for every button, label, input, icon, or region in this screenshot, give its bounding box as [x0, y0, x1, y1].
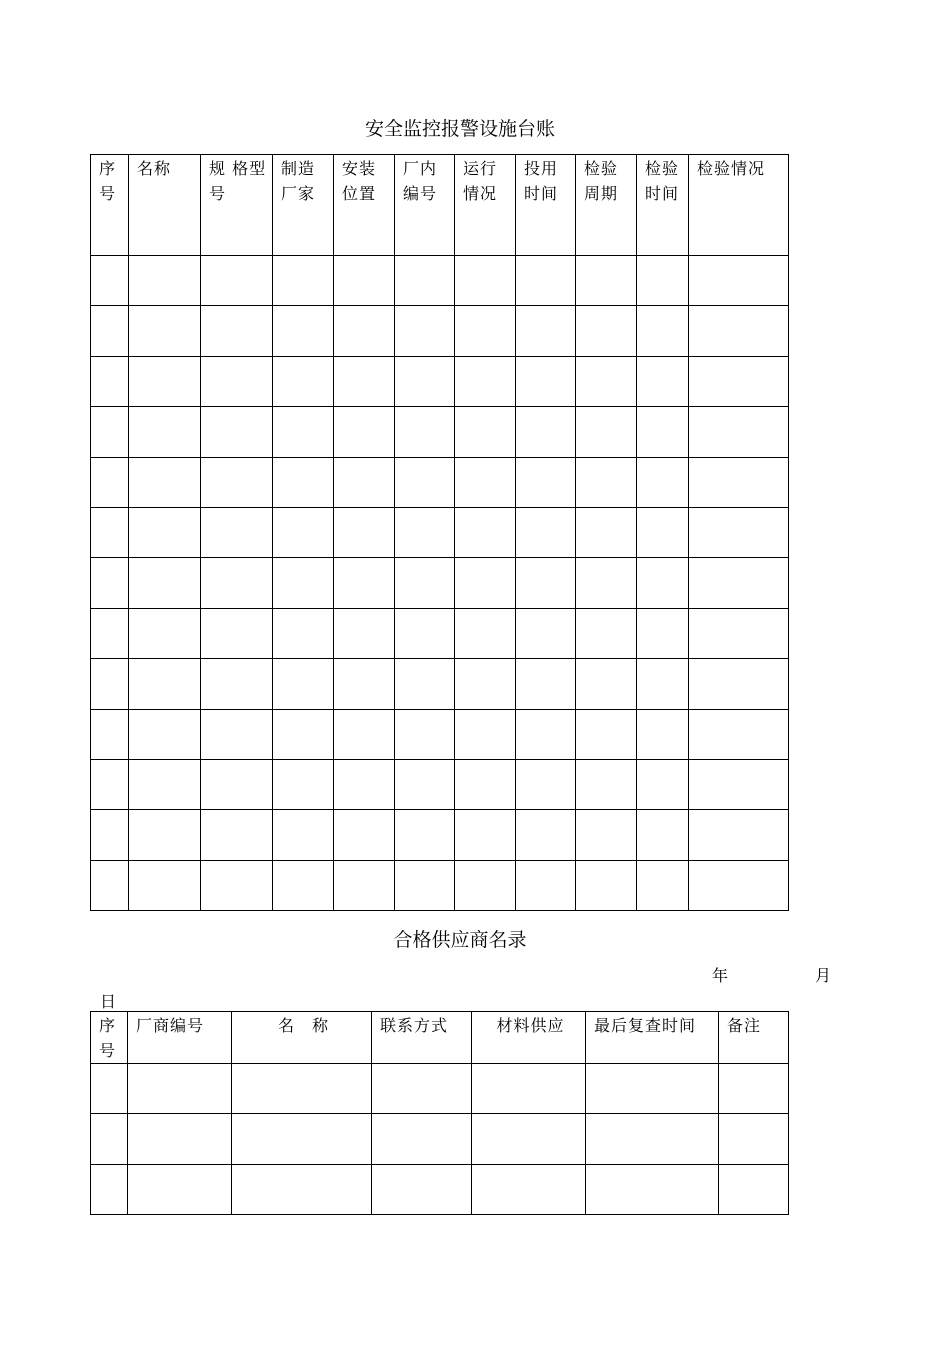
- table-cell[interactable]: [129, 759, 201, 809]
- supplier-header-row: [91, 1012, 789, 1064]
- ledger-table: [90, 154, 789, 911]
- table-cell[interactable]: [128, 1164, 232, 1214]
- table-cell[interactable]: [273, 709, 334, 759]
- table-cell[interactable]: [273, 457, 334, 507]
- table-cell[interactable]: [576, 306, 637, 356]
- table-cell[interactable]: [334, 709, 395, 759]
- table-cell[interactable]: [689, 759, 789, 809]
- col-last-review: 最后复查时间: [586, 1012, 719, 1064]
- table-cell[interactable]: [201, 759, 273, 809]
- table-cell[interactable]: [689, 608, 789, 658]
- table-cell[interactable]: [455, 457, 516, 507]
- table-cell[interactable]: [91, 558, 129, 608]
- table-cell[interactable]: [129, 558, 201, 608]
- table-cell[interactable]: [637, 256, 689, 306]
- table-cell[interactable]: [516, 457, 576, 507]
- table-cell[interactable]: [472, 1164, 586, 1214]
- table-cell[interactable]: [129, 507, 201, 557]
- table-cell[interactable]: [395, 709, 455, 759]
- col-serial: 序号: [91, 1012, 128, 1064]
- table-cell[interactable]: [576, 659, 637, 709]
- table-cell[interactable]: [455, 256, 516, 306]
- col-vendor-name: 名 称: [232, 1012, 372, 1064]
- table-row: [91, 407, 789, 457]
- date-month-label: 月: [815, 966, 832, 985]
- table-cell[interactable]: [719, 1064, 789, 1114]
- col-spec: 规 格型号: [201, 155, 273, 256]
- table-cell[interactable]: [129, 810, 201, 860]
- table-cell[interactable]: [201, 507, 273, 557]
- table-cell[interactable]: [91, 709, 129, 759]
- table-cell[interactable]: [91, 407, 129, 457]
- table-cell[interactable]: [334, 810, 395, 860]
- table-cell[interactable]: [516, 558, 576, 608]
- col-plant-number: 厂内编号: [395, 155, 455, 256]
- col-contact: 联系方式: [372, 1012, 472, 1064]
- table-cell[interactable]: [91, 659, 129, 709]
- table-cell[interactable]: [516, 306, 576, 356]
- table-cell[interactable]: [395, 457, 455, 507]
- table-cell[interactable]: [637, 608, 689, 658]
- table-cell[interactable]: [91, 457, 129, 507]
- table-cell[interactable]: [455, 558, 516, 608]
- table-row: [91, 1164, 789, 1214]
- table-cell[interactable]: [395, 507, 455, 557]
- table-row: [91, 860, 789, 910]
- col-vendor-number: 厂商编号: [128, 1012, 232, 1064]
- table-cell[interactable]: [455, 659, 516, 709]
- table-cell[interactable]: [637, 558, 689, 608]
- table-cell[interactable]: [689, 356, 789, 406]
- col-name: 名称: [129, 155, 201, 256]
- table-cell[interactable]: [637, 759, 689, 809]
- col-inspection-time: 检验时间: [637, 155, 689, 256]
- table-cell[interactable]: [455, 709, 516, 759]
- table-cell[interactable]: [516, 256, 576, 306]
- table-cell[interactable]: [129, 608, 201, 658]
- table-row: [91, 558, 789, 608]
- table-cell[interactable]: [455, 306, 516, 356]
- table-cell[interactable]: [273, 407, 334, 457]
- table-cell[interactable]: [201, 860, 273, 910]
- col-serial: 序号: [91, 155, 129, 256]
- table-cell[interactable]: [689, 810, 789, 860]
- supplier-body: [91, 1064, 789, 1215]
- table-cell[interactable]: [201, 457, 273, 507]
- table-cell[interactable]: [232, 1164, 372, 1214]
- table-cell[interactable]: [129, 457, 201, 507]
- table-cell[interactable]: [576, 507, 637, 557]
- table-row: [91, 1114, 789, 1164]
- table-cell[interactable]: [334, 860, 395, 910]
- table-cell[interactable]: [395, 407, 455, 457]
- table-cell[interactable]: [689, 507, 789, 557]
- table-cell[interactable]: [586, 1064, 719, 1114]
- table-cell[interactable]: [91, 256, 129, 306]
- table-cell[interactable]: [516, 709, 576, 759]
- table-cell[interactable]: [91, 1164, 128, 1214]
- table-cell[interactable]: [372, 1114, 472, 1164]
- table-cell[interactable]: [689, 659, 789, 709]
- table-cell[interactable]: [91, 759, 129, 809]
- table-cell[interactable]: [576, 759, 637, 809]
- table-cell[interactable]: [334, 256, 395, 306]
- table-cell[interactable]: [129, 659, 201, 709]
- date-year-label: 年: [712, 966, 729, 985]
- table-cell[interactable]: [637, 306, 689, 356]
- table-cell[interactable]: [201, 709, 273, 759]
- col-material-supply: 材料供应: [472, 1012, 586, 1064]
- table-cell[interactable]: [395, 810, 455, 860]
- table-cell[interactable]: [334, 457, 395, 507]
- table-cell[interactable]: [455, 810, 516, 860]
- ledger-body: [91, 256, 789, 911]
- date-day-label: 日: [100, 992, 117, 1011]
- table-cell[interactable]: [273, 659, 334, 709]
- table-row: [91, 709, 789, 759]
- table-cell[interactable]: [395, 356, 455, 406]
- table-row: [91, 507, 789, 557]
- table-cell[interactable]: [273, 759, 334, 809]
- table-cell[interactable]: [637, 457, 689, 507]
- table-cell[interactable]: [334, 407, 395, 457]
- table-cell[interactable]: [586, 1114, 719, 1164]
- table-cell[interactable]: [372, 1064, 472, 1114]
- table-cell[interactable]: [273, 306, 334, 356]
- table-cell[interactable]: [689, 407, 789, 457]
- table-cell[interactable]: [576, 810, 637, 860]
- table-cell[interactable]: [273, 507, 334, 557]
- table-cell[interactable]: [455, 356, 516, 406]
- table-cell[interactable]: [516, 407, 576, 457]
- table-row: [91, 1064, 789, 1114]
- table-row: [91, 457, 789, 507]
- table-cell[interactable]: [576, 608, 637, 658]
- table-cell[interactable]: [273, 860, 334, 910]
- table-cell[interactable]: [91, 1064, 128, 1114]
- ledger-title: 安全监控报警设施台账: [364, 118, 555, 140]
- table-cell[interactable]: [576, 558, 637, 608]
- table-cell[interactable]: [201, 608, 273, 658]
- table-row: [91, 356, 789, 406]
- table-cell[interactable]: [91, 356, 129, 406]
- table-cell[interactable]: [372, 1164, 472, 1214]
- table-cell[interactable]: [129, 306, 201, 356]
- table-cell[interactable]: [516, 507, 576, 557]
- table-cell[interactable]: [395, 860, 455, 910]
- table-cell[interactable]: [689, 306, 789, 356]
- col-inspection-cycle: 检验周期: [576, 155, 637, 256]
- table-cell[interactable]: [576, 407, 637, 457]
- table-cell[interactable]: [516, 659, 576, 709]
- table-cell[interactable]: [395, 608, 455, 658]
- table-cell[interactable]: [273, 608, 334, 658]
- supplier-table: [90, 1011, 789, 1215]
- table-cell[interactable]: [516, 356, 576, 406]
- table-cell[interactable]: [576, 457, 637, 507]
- table-cell[interactable]: [472, 1064, 586, 1114]
- table-row: [91, 306, 789, 356]
- table-cell[interactable]: [273, 256, 334, 306]
- table-cell[interactable]: [128, 1114, 232, 1164]
- table-cell[interactable]: [637, 407, 689, 457]
- table-cell[interactable]: [201, 306, 273, 356]
- table-cell[interactable]: [576, 356, 637, 406]
- table-cell[interactable]: [576, 256, 637, 306]
- table-cell[interactable]: [455, 407, 516, 457]
- table-cell[interactable]: [689, 457, 789, 507]
- table-row: [91, 759, 789, 809]
- table-cell[interactable]: [516, 759, 576, 809]
- table-cell[interactable]: [129, 860, 201, 910]
- col-operation: 运行情况: [455, 155, 516, 256]
- table-cell[interactable]: [201, 659, 273, 709]
- table-cell[interactable]: [201, 356, 273, 406]
- ledger-header-row: [91, 155, 789, 256]
- table-cell[interactable]: [273, 356, 334, 406]
- table-cell[interactable]: [516, 810, 576, 860]
- table-cell[interactable]: [334, 759, 395, 809]
- table-cell[interactable]: [129, 709, 201, 759]
- table-cell[interactable]: [201, 407, 273, 457]
- table-cell[interactable]: [91, 608, 129, 658]
- table-row: [91, 659, 789, 709]
- table-cell[interactable]: [91, 1114, 128, 1164]
- table-row: [91, 256, 789, 306]
- table-cell[interactable]: [334, 507, 395, 557]
- table-cell[interactable]: [91, 507, 129, 557]
- table-cell[interactable]: [395, 759, 455, 809]
- table-cell[interactable]: [334, 306, 395, 356]
- col-commission-time: 投用时间: [516, 155, 576, 256]
- table-row: [91, 810, 789, 860]
- table-cell[interactable]: [472, 1114, 586, 1164]
- table-cell[interactable]: [273, 558, 334, 608]
- table-cell[interactable]: [232, 1114, 372, 1164]
- table-cell[interactable]: [719, 1164, 789, 1214]
- table-cell[interactable]: [637, 860, 689, 910]
- table-cell[interactable]: [91, 810, 129, 860]
- table-cell[interactable]: [129, 407, 201, 457]
- table-cell[interactable]: [689, 860, 789, 910]
- table-cell[interactable]: [516, 608, 576, 658]
- table-cell[interactable]: [637, 356, 689, 406]
- col-manufacturer: 制造厂家: [273, 155, 334, 256]
- table-cell[interactable]: [637, 659, 689, 709]
- table-cell[interactable]: [455, 860, 516, 910]
- table-cell[interactable]: [395, 558, 455, 608]
- table-cell[interactable]: [516, 860, 576, 910]
- table-cell[interactable]: [129, 256, 201, 306]
- table-cell[interactable]: [637, 507, 689, 557]
- table-cell[interactable]: [689, 256, 789, 306]
- table-cell[interactable]: [334, 356, 395, 406]
- table-cell[interactable]: [719, 1114, 789, 1164]
- table-cell[interactable]: [395, 256, 455, 306]
- col-inspection-result: 检验情况: [689, 155, 789, 256]
- table-cell[interactable]: [129, 356, 201, 406]
- table-cell[interactable]: [232, 1064, 372, 1114]
- table-cell[interactable]: [201, 256, 273, 306]
- table-cell[interactable]: [586, 1164, 719, 1214]
- table-cell[interactable]: [395, 659, 455, 709]
- table-cell[interactable]: [395, 306, 455, 356]
- table-cell[interactable]: [576, 860, 637, 910]
- supplier-title: 合格供应商名录: [393, 929, 527, 951]
- col-remarks: 备注: [719, 1012, 789, 1064]
- table-cell[interactable]: [637, 810, 689, 860]
- table-cell[interactable]: [334, 558, 395, 608]
- table-cell[interactable]: [689, 709, 789, 759]
- table-cell[interactable]: [201, 558, 273, 608]
- table-cell[interactable]: [201, 810, 273, 860]
- table-cell[interactable]: [637, 709, 689, 759]
- table-cell[interactable]: [576, 709, 637, 759]
- table-cell[interactable]: [334, 608, 395, 658]
- table-cell[interactable]: [91, 860, 129, 910]
- table-cell[interactable]: [455, 608, 516, 658]
- table-cell[interactable]: [128, 1064, 232, 1114]
- table-cell[interactable]: [455, 759, 516, 809]
- col-location: 安装位置: [334, 155, 395, 256]
- table-cell[interactable]: [273, 810, 334, 860]
- table-cell[interactable]: [455, 507, 516, 557]
- table-cell[interactable]: [91, 306, 129, 356]
- table-cell[interactable]: [689, 558, 789, 608]
- table-row: [91, 608, 789, 658]
- table-cell[interactable]: [334, 659, 395, 709]
